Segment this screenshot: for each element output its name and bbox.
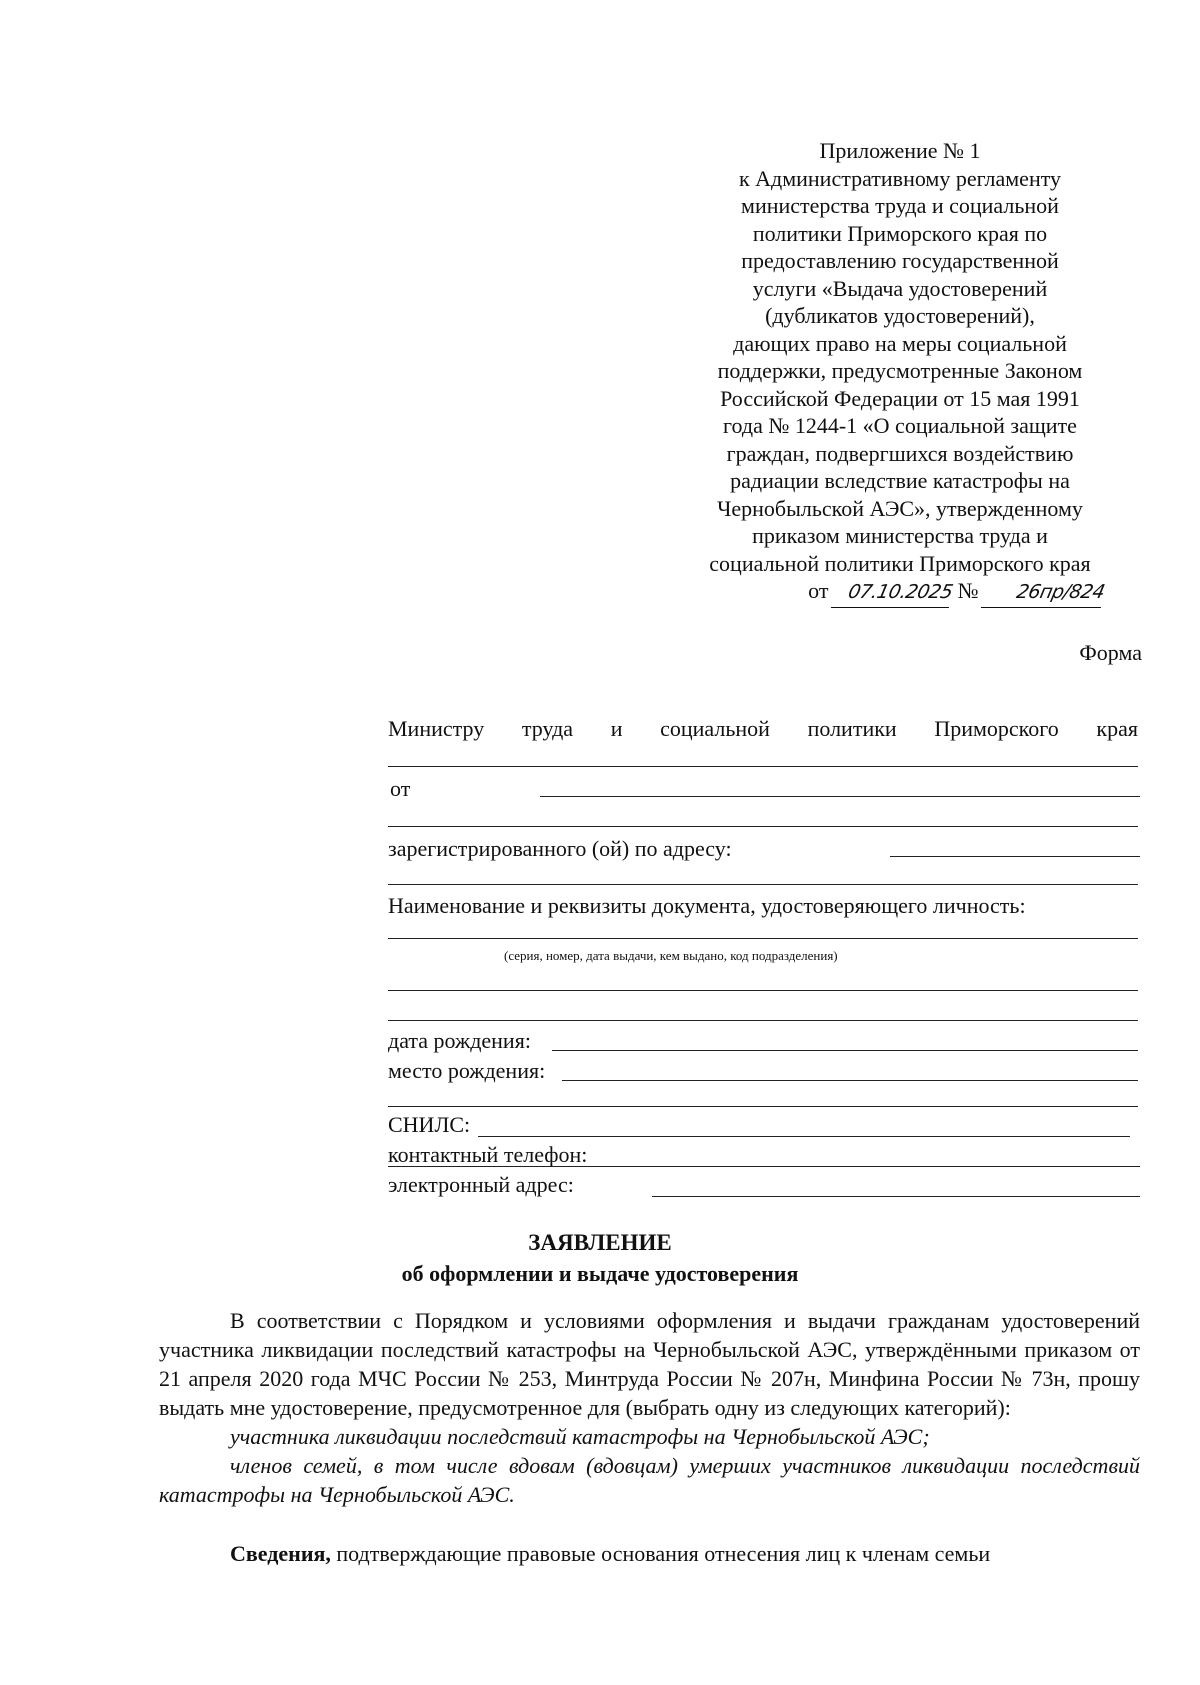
info-text: подтверждающие правовые основания отнесения лиц к членам семьи: [330, 1541, 991, 1566]
paragraph-info: [159, 1539, 1140, 1568]
from-field-line[interactable]: [540, 796, 1140, 797]
appendix-line: Приложение № 1: [819, 138, 981, 163]
order-number-handwritten: 26пр/824: [981, 579, 1107, 608]
appendix-line: дающих право на меры социальной: [733, 330, 1067, 356]
appendix-line: радиации вследствие катастрофы на: [730, 468, 1070, 493]
birth-place-field-line[interactable]: [562, 1080, 1138, 1081]
minister-word: Министру: [388, 716, 485, 741]
category-option-liquidator[interactable]: участника ликвидации последствий катастрофы на Чернобыльской АЭС;: [230, 1424, 930, 1449]
appendix-line: к Административному регламенту: [738, 165, 1062, 191]
minister-word: социальной: [660, 716, 770, 741]
snils-field-line[interactable]: [478, 1136, 1130, 1137]
registered-address-label: зарегистрированного (ой) по адресу:: [388, 836, 732, 861]
appendix-line: предоставлению государственной: [741, 248, 1059, 273]
appendix-header: [690, 137, 1110, 608]
order-number-sign: №: [957, 578, 979, 603]
appendix-line: года № 1244-1 «О социальной защите: [723, 413, 1077, 438]
birth-place-label: место рождения:: [388, 1058, 546, 1083]
appendix-line: поддержки, предусмотренные Законом: [717, 358, 1083, 383]
id-document-label: Наименование и реквизиты документа, удостоверяющего личность:: [388, 893, 1026, 918]
order-date-handwritten: 07.10.2025: [831, 579, 955, 608]
address-field-line[interactable]: [890, 856, 1140, 857]
minister-word: Приморского: [934, 716, 1059, 741]
appendix-line: Российской Федерации от 15 мая 1991: [720, 385, 1080, 411]
snils-label: СНИЛС:: [388, 1112, 471, 1137]
blank-line: [388, 990, 1138, 991]
blank-line: [388, 826, 1138, 827]
birth-date-field-line[interactable]: [552, 1050, 1138, 1051]
minister-word: края: [1096, 716, 1138, 741]
order-prefix: от: [808, 578, 829, 603]
appendix-line: граждан, подвергшихся воздействию: [726, 440, 1074, 466]
appendix-line: социальной политики Приморского края: [709, 550, 1091, 576]
minister-word: политики: [807, 716, 897, 741]
appendix-line: министерства труда и социальной: [741, 193, 1059, 218]
appendix-line: приказом министерства труда и: [752, 523, 1048, 548]
id-document-field-line[interactable]: [388, 938, 1138, 939]
title-main: ЗАЯВЛЕНИЕ: [528, 1230, 672, 1255]
id-document-hint: (серия, номер, дата выдачи, кем выдано, код подразделения): [504, 948, 838, 963]
email-field-line[interactable]: [652, 1196, 1140, 1197]
order-reference: [690, 577, 1110, 608]
category-option-family[interactable]: членов семей, в том числе вдовам (вдовцам) умерших участников ликвидации последствий катастрофы на Чернобыльской АЭС.: [159, 1453, 1140, 1507]
blank-line: [388, 884, 1138, 885]
paragraph-intro: В соответствии с Порядком и условиями оформления и выдачи гражданам удостоверений участника ликвидации последствий катастрофы на Чернобыльской АЭС, утверждёнными приказом от 21 апреля 2020 года МЧС России № 253, Минтруда России № 207н, Минфина России № 73н, прошу выдать мне удостоверение, предусмотренное для (выбрать одну из следующих категорий):: [159, 1308, 1140, 1420]
info-bold-word: Сведения,: [230, 1541, 331, 1566]
title-sub: об оформлении и выдаче удостоверения: [401, 1261, 799, 1286]
form-label: Форма: [1079, 640, 1142, 665]
document-title: [0, 1227, 1200, 1289]
minister-word: труда: [521, 716, 574, 741]
minister-word: и: [610, 716, 623, 741]
appendix-line: Чернобыльской АЭС», утвержденному: [717, 495, 1083, 521]
blank-line: [388, 766, 1138, 767]
email-label: электронный адрес:: [388, 1172, 574, 1197]
birth-date-label: дата рождения:: [388, 1028, 531, 1053]
application-body: [159, 1306, 1140, 1568]
blank-line: [388, 1020, 1138, 1021]
appendix-line: (дубликатов удостоверений),: [765, 303, 1035, 328]
appendix-line: политики Приморского края по: [752, 220, 1048, 246]
addressee-minister: [388, 716, 1138, 742]
blank-line: [388, 1106, 1138, 1107]
phone-label: контактный телефон:: [388, 1142, 588, 1167]
phone-field-line[interactable]: [388, 1166, 1140, 1167]
appendix-line: услуги «Выдача удостоверений: [752, 275, 1048, 301]
from-label: от: [390, 776, 411, 801]
